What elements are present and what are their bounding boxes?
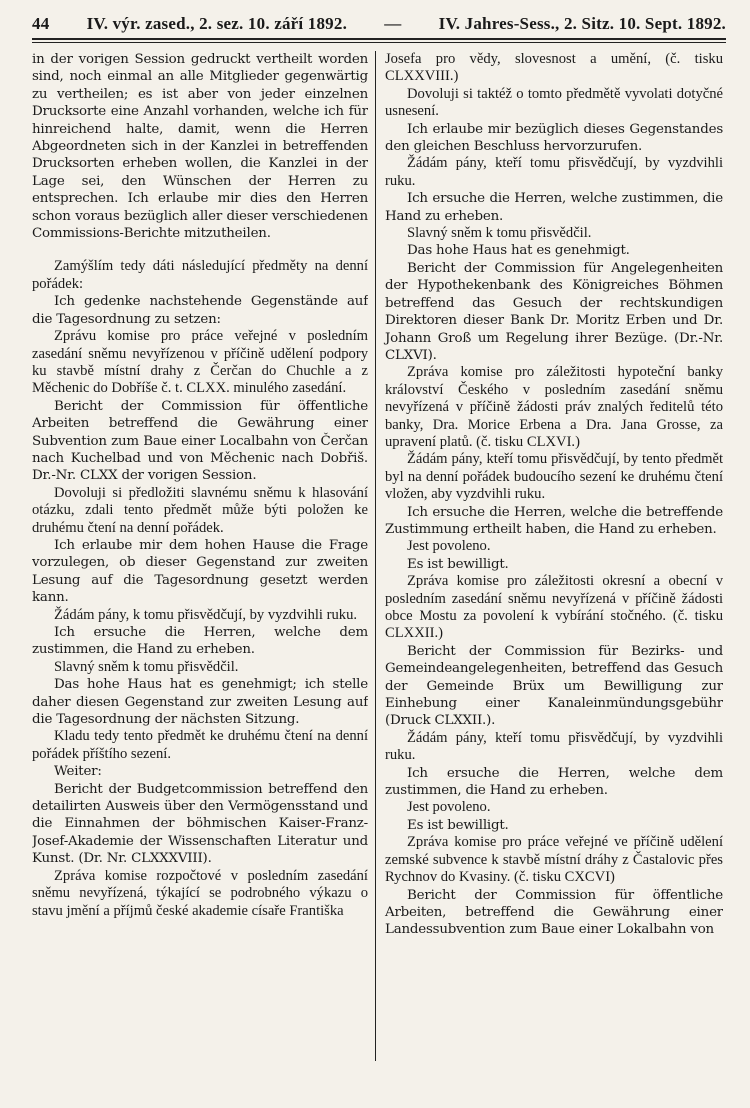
paragraph-czech: Dovoluji si předložiti slavnému sněmu k hlasování otázku, zdali tento předmět může býti položen ke druhému čtení na denní pořádek.: [32, 484, 368, 536]
paragraph-czech: Žádám pány, k tomu přisvědčují, by vyzdvihli ruku.: [54, 606, 358, 623]
two-column-body: [32, 51, 726, 1061]
right-column: [376, 51, 723, 1061]
page-header: [32, 14, 726, 38]
header-czech: IV. výr. zased., 2. sez. 10. září 1892.: [86, 14, 348, 33]
paragraph-german: Ich ersuche die Herren, welche die betreffende Zustimmung ertheilt haben, die Hand zu erheben.: [385, 504, 723, 537]
paragraph-german: Bericht der Budgetcommission betreffend den detailirten Ausweis über den Vermögensstand und die Einnahmen der böhmischen Kaiser-Franz-Josef-Akademie der Wissenschaften Literatur und Kunst. (Dr. Nr. CLXXXVIII).: [32, 781, 368, 867]
paragraph-czech: Zamýšlím tedy dáti následující předměty na denní pořádek:: [32, 258, 368, 292]
paragraph-german: Ich ersuche die Herren, welche zustimmen, die Hand zu erheben.: [385, 191, 723, 224]
paragraph-german: Bericht der Commission für öffentliche Arbeiten, betreffend die Gewährung einer Landessubvention zum Baue einer Lokalbahn von: [385, 887, 723, 938]
header-rule-thin: [32, 42, 726, 43]
paragraph-czech: Jest povoleno.: [407, 538, 491, 555]
paragraph-german: Das hohe Haus hat es genehmigt; ich stelle daher diesen Gegenstand zur zweiten Lesung auf die Tagesordnung der nächsten Sitzung.: [32, 677, 368, 728]
paragraph-german: Ich erlaube mir bezüglich dieses Gegenstandes den gleichen Beschluss hervorzurufen.: [385, 121, 723, 155]
paragraph-german: Ich gedenke nachstehende Gegenstände auf die Tagesordnung zu setzen:: [32, 294, 368, 327]
paragraph-german: Bericht der Commission für Bezirks- und Gemeindeangelegenheiten, betreffend das Gesuch der Gemeinde Brüx um Bewilligung zur Einhebung einer Kanaleinmündungsgebühr (Druck CLXXII.).: [385, 643, 723, 729]
left-column: [32, 51, 368, 1061]
paragraph-german: Ich ersuche die Herren, welche dem zustimmen, die Hand zu erheben.: [385, 765, 723, 799]
paragraph-czech: Zprávu komise pro práce veřejné v posledním zasedání sněmu nevyřízenou v příčině udělení podpory ku stavbě místní drahy z Čerčan do Chuchle a z Měchenic do Dobříše č. t. CLXX. minulého zasedání.: [32, 328, 368, 397]
paragraph-czech: Josefa pro vědy, slovesnost a umění, (č. tisku CLXXVIII.): [385, 51, 723, 85]
paragraph-czech: Žádám pány, kteří tomu přisvědčují, by tento předmět byl na denní pořádek budoucího sezení ke druhému čtení vložen, aby vyzdvihli ruku.: [385, 451, 723, 503]
paragraph-czech: Zpráva komise rozpočtové v posledním zasedání sněmu nevyřízená, týkající se podrobného výkazu o stavu jmění a příjmů české akademie císaře Františka: [32, 867, 368, 919]
header-dash: —: [384, 14, 402, 33]
paragraph-german: Es ist bewilligt.: [407, 817, 509, 833]
paragraph-german: Bericht der Commission für Angelegenheiten der Hypothekenbank des Königreiches Böhmen betreffend das Gesuch der rechtskundigen Direktoren dieser Bank Dr. Moritz Erben und Dr. Johann Groß um Regelung ihrer Bezüge. (Dr.-Nr. CLXVI).: [385, 260, 723, 363]
paragraph-czech: Dovoluji si taktéž o tomto předmětě vyvolati dotyčné usnesení.: [385, 85, 723, 120]
paragraph-german: Das hohe Haus hat es genehmigt.: [407, 243, 630, 259]
paragraph-gap: [32, 242, 368, 258]
paragraph-german: Ich erlaube mir dem hohen Hause die Frage vorzulegen, ob dieser Gegenstand zur zweiten Lesung auf die Tagesordnung gesetzt werden kann.: [32, 537, 368, 606]
paragraph-czech: Zpráva komise pro záležitosti okresní a obecní v posledním zasedání sněmu nevyřízená v příčině žádosti obce Mostu za povolení k vybírání stočného. (č. tisku CLXXII.): [385, 573, 723, 642]
paragraph-czech: Žádám pány, kteří tomu přisvědčují, by vyzdvihli ruku.: [385, 155, 723, 189]
paragraph-german: Weiter:: [54, 764, 102, 780]
paragraph-german: Ich ersuche die Herren, welche dem zustimmen, die Hand zu erheben.: [32, 625, 368, 658]
paragraph-german: Bericht der Commission für öffentliche Arbeiten betreffend die Gewährung einer Subvention zum Baue einer Localbahn von Čerčan nach Kuchelbad und von Měchenic nach Dobřiš. Dr.-Nr. CLXX der vorigen Session.: [32, 398, 368, 484]
paragraph-czech: Jest povoleno.: [407, 799, 491, 816]
paragraph-czech: Zpráva komise pro záležitosti hypoteční banky království Českého v posledním zasedání sněmu nevyřízená v příčině žádosti práv znalých ředitelů této banky, Dra. Morice Erbena a Dra. Jana Grosse, za upravení platů. (č. tisku CLXVI.): [385, 364, 723, 450]
paragraph-czech: Zpráva komise pro práce veřejné ve příčině udělení zemské subvence k stavbě místní dráhy z Častalovic přes Rychnov do Kvasiny. (č. tisku CXCVI): [385, 834, 723, 886]
paragraph-czech: Kladu tedy tento předmět ke druhému čtení na denní pořádek příštího sezení.: [32, 728, 368, 762]
paragraph-czech: Slavný sněm k tomu přisvědčil.: [407, 225, 592, 242]
header-german: IV. Jahres-Sess., 2. Sitz. 10. Sept. 1892.: [438, 14, 726, 33]
page-number: 44: [32, 14, 50, 33]
paragraph-german: Es ist bewilligt.: [407, 556, 509, 572]
paragraph-german: in der vorigen Session gedruckt vertheilt worden sind, noch einmal an alle Mitglieder gegenwärtig zu vertheilen; es ist aber von jeder einzelnen Drucksorte eine Anzahl vorhanden, welche ich für hinreichend halte, damit, wenn die Herren Abgeordneten sich in der Kanzlei in betreffenden Drucksorten erheben wollen, die Kanzlei in der Lage sei, den Wünschen der Herren zu entsprechen. Ich erlaube mir dies den Herren schon voraus bezüglich aller dieser verschiedenen Commissions-Berichte mitzutheilen.: [32, 52, 368, 242]
header-rule: [32, 38, 726, 40]
paragraph-czech: Slavný sněm k tomu přisvědčil.: [54, 658, 239, 675]
paragraph-czech: Žádám pány, kteří tomu přisvědčují, by vyzdvihli ruku.: [385, 729, 723, 764]
